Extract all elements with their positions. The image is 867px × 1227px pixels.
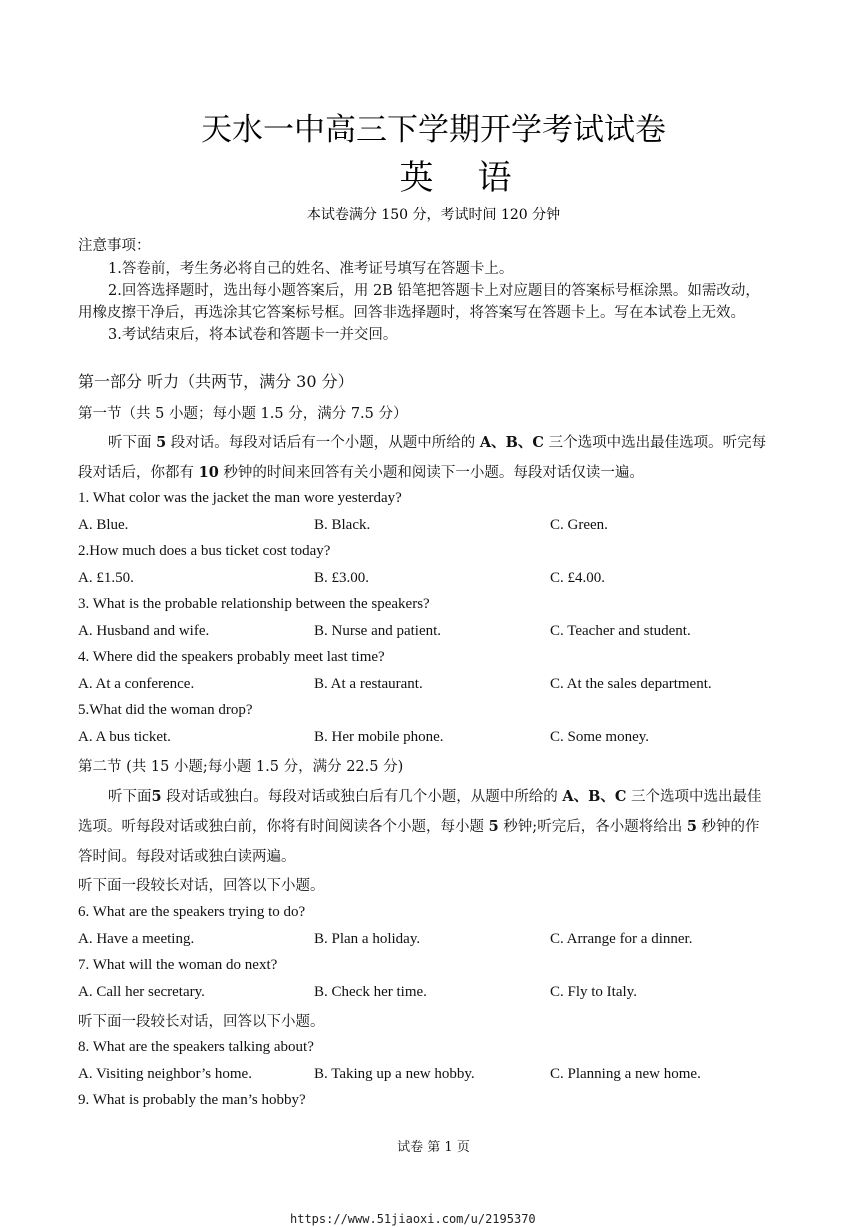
question-6-option-b: B. Plan a holiday. xyxy=(314,931,421,947)
exam-title: 天水一中高三下学期开学考试试卷 xyxy=(201,112,666,148)
question-7-option-c: C. Fly to Italy. xyxy=(550,984,637,1000)
question-5-option-b: B. Her mobile phone. xyxy=(314,729,444,745)
section1-instruction-line1: 听下面 5 段对话。每段对话后有一个小题，从题中所给的 A、B、C 三个选项中选出最佳选项。听完每 xyxy=(108,434,767,451)
section2-instruction-line3: 答时间。每段对话或独白读两遍。 xyxy=(78,849,296,865)
question-2: 2.How much does a bus ticket cost today? xyxy=(78,543,331,559)
subject-title: 英语 xyxy=(399,158,556,198)
question-2-option-c: C. £4.00. xyxy=(550,570,606,586)
question-2-option-b: B. £3.00. xyxy=(314,570,370,586)
question-3: 3. What is the probable relationship between the speakers? xyxy=(78,596,430,612)
question-5-option-c: C. Some money. xyxy=(550,729,650,745)
question-7: 7. What will the woman do next? xyxy=(78,957,278,973)
section2-instruction-line2: 选项。听每段对话或独白前，你将有时间阅读各个小题，每小题 5 秒钟;听完后，各小题将给出 5 秒钟的作 xyxy=(78,818,760,835)
notice-item-3: 3.考试结束后，将本试卷和答题卡一并交回。 xyxy=(108,327,398,343)
question-2-option-a: A. £1.50. xyxy=(78,570,134,586)
source-url[interactable]: https://www.51jiaoxi.com/u/2195370 xyxy=(290,1212,536,1226)
question-6: 6. What are the speakers trying to do? xyxy=(78,904,306,920)
question-4-option-a: A. At a conference. xyxy=(78,676,195,692)
dialogue-lead-1: 听下面一段较长对话，回答以下小题。 xyxy=(78,878,325,894)
question-1-option-c: C. Green. xyxy=(550,517,608,533)
dialogue-lead-2: 听下面一段较长对话，回答以下小题。 xyxy=(78,1014,325,1030)
notice-heading: 注意事项： xyxy=(78,238,151,254)
section2-heading: 第二节 (共 15 小题;每小题 1.5 分，满分 22.5 分) xyxy=(78,759,404,775)
question-1-option-b: B. Black. xyxy=(314,517,371,533)
question-8-option-a: A. Visiting neighbor’s home. xyxy=(78,1066,252,1082)
question-4-option-b: B. At a restaurant. xyxy=(314,676,423,692)
question-7-option-a: A. Call her secretary. xyxy=(78,984,205,1000)
question-3-option-c: C. Teacher and student. xyxy=(550,623,691,639)
question-1: 1. What color was the jacket the man wore yesterday? xyxy=(78,490,402,506)
notice-item-2a: 2.回答选择题时，选出每小题答案后，用 2B 铅笔把答题卡上对应题目的答案标号框涂黑。如需改动， xyxy=(108,283,760,299)
notice-item-2b: 用橡皮擦干净后，再选涂其它答案标号框。回答非选择题时，将答案写在答题卡上。写在本试卷上无效。 xyxy=(78,305,745,321)
part1-heading: 第一部分 听力（共两节，满分 30 分） xyxy=(78,372,354,391)
question-8-option-b: B. Taking up a new hobby. xyxy=(314,1066,475,1082)
question-9: 9. What is probably the man’s hobby? xyxy=(78,1092,306,1108)
question-3-option-a: A. Husband and wife. xyxy=(78,623,210,639)
section1-instruction-line2: 段对话后，你都有 10 秒钟的时间来回答有关小题和阅读下一小题。每段对话仅读一遍。 xyxy=(78,464,644,481)
question-3-option-b: B. Nurse and patient. xyxy=(314,623,442,639)
question-6-option-a: A. Have a meeting. xyxy=(78,931,195,947)
notice-item-1: 1.答卷前，考生务必将自己的姓名、准考证号填写在答题卡上。 xyxy=(108,261,514,277)
question-8-option-c: C. Planning a new home. xyxy=(550,1066,701,1082)
question-8: 8. What are the speakers talking about? xyxy=(78,1039,314,1055)
question-1-option-a: A. Blue. xyxy=(78,517,129,533)
question-4: 4. Where did the speakers probably meet last time? xyxy=(78,649,385,665)
section2-instruction-line1: 听下面5 段对话或独白。每段对话或独白后有几个小题，从题中所给的 A、B、C 三个选项中选出最佳 xyxy=(108,788,762,805)
exam-subtitle: 本试卷满分 150 分，考试时间 120 分钟 xyxy=(306,207,561,223)
question-4-option-c: C. At the sales department. xyxy=(550,676,712,692)
question-5-option-a: A. A bus ticket. xyxy=(78,729,171,745)
page-footer: 试卷 第 1 页 xyxy=(397,1140,470,1155)
question-7-option-b: B. Check her time. xyxy=(314,984,427,1000)
section1-heading: 第一节（共 5 小题；每小题 1.5 分，满分 7.5 分） xyxy=(78,406,408,422)
question-5: 5.What did the woman drop? xyxy=(78,702,253,718)
question-6-option-c: C. Arrange for a dinner. xyxy=(550,931,693,947)
